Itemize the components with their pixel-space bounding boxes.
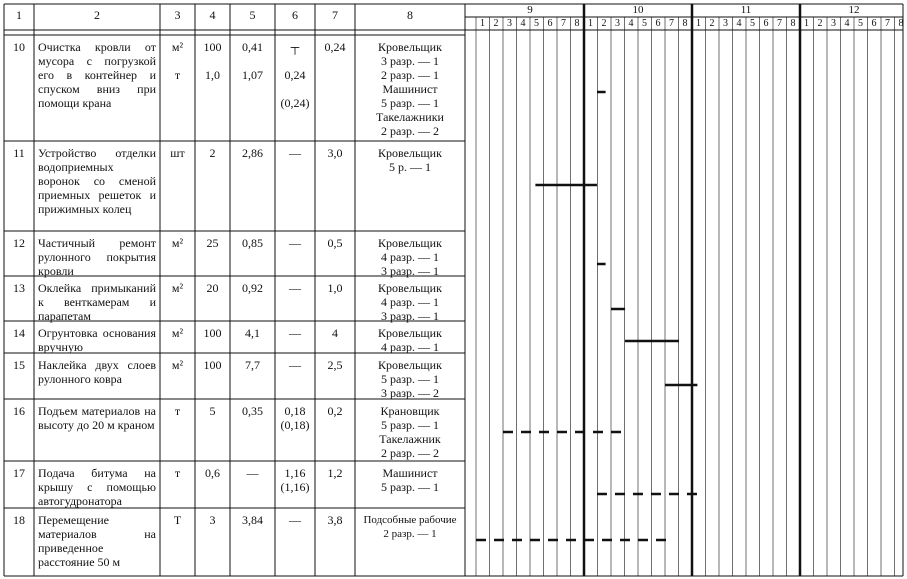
quantity-cell: 2 (209, 146, 216, 160)
work-description: Наклейка двух слоев рулонного ковра (38, 358, 156, 386)
unit-cell: м² (171, 281, 184, 295)
schedule-day-label: 4 (520, 18, 526, 29)
machine-cell: — (289, 281, 301, 295)
unit-cell: м² (171, 236, 184, 250)
row-number: 10 (13, 40, 25, 54)
machine-cell: — (289, 236, 301, 250)
schedule-group-label: 12 (848, 4, 860, 16)
schedule-day-label: 7 (885, 18, 890, 29)
labor-cell: 0,35 (242, 404, 263, 418)
row-number: 16 (13, 404, 25, 418)
schedule-day-label: 8 (898, 18, 904, 29)
schedule-day-label: 8 (574, 18, 580, 29)
quantity-cell: 25 (206, 236, 219, 250)
work-description: Перемещение материалов на приведенное расстояние 50 м (38, 513, 156, 569)
work-description: Частичный ремонт рулонного покрытия кровли (38, 236, 156, 278)
schedule-group-label: 10 (632, 4, 644, 16)
work-description: Огрунтовка основания вручную (38, 326, 156, 354)
work-description: Оклейка примыканий к венткамерам и парапетам (38, 281, 156, 323)
schedule-day-label: 2 (493, 18, 499, 29)
unit-cell: т (174, 466, 181, 480)
unit-cell: м² (171, 326, 184, 340)
row-number: 11 (13, 146, 25, 160)
schedule-day-label: 7 (777, 18, 782, 29)
duration-cell: 0,24 (324, 40, 346, 54)
machine-cell: — (289, 146, 301, 160)
workers-cell: Крановщик 5 разр. — 1 Такелажник 2 разр. — 2 (379, 404, 441, 460)
schedule-day-label: 2 (709, 18, 715, 29)
schedule-group-label: 9 (527, 4, 533, 16)
labor-cell: 4,1 (245, 326, 260, 340)
machine-cell: 1,16 (1,16) (280, 466, 310, 494)
work-description: Очистка кровли от мусора с погрузкой его в контейнер и спуском вниз при помощи крана (38, 40, 156, 110)
row-number: 12 (13, 236, 25, 250)
schedule-day-label: 5 (750, 18, 755, 29)
quantity-cell: 100 (203, 326, 222, 340)
column-header-5: 5 (249, 8, 256, 22)
schedule-day-label: 4 (844, 18, 850, 29)
column-header-1: 1 (16, 8, 22, 22)
schedule-day-label: 5 (858, 18, 863, 29)
labor-cell: — (246, 466, 259, 480)
schedule-day-label: 1 (588, 18, 593, 29)
schedule-day-label: 4 (628, 18, 634, 29)
schedule-day-label: 2 (817, 18, 823, 29)
duration-cell: 1,2 (327, 466, 343, 480)
column-header-6: 6 (292, 8, 298, 22)
labor-cell: 3,84 (242, 513, 263, 527)
schedule-day-label: 3 (723, 18, 728, 29)
schedule-day-label: 7 (561, 18, 566, 29)
column-header-2: 2 (94, 8, 100, 22)
workers-cell: Кровельщик 4 разр. — 1 (378, 326, 442, 354)
labor-cell: 2,86 (242, 146, 263, 160)
quantity-cell: 3 (209, 513, 216, 527)
workers-cell: Кровельщик 4 разр. — 1 3 разр. — 1 (378, 281, 442, 323)
machine-cell: — (289, 326, 301, 340)
quantity-cell: 100 (203, 358, 222, 372)
unit-cell: Т (173, 513, 182, 527)
row-number: 18 (13, 513, 25, 527)
schedule-day-label: 4 (736, 18, 742, 29)
machine-cell: — (289, 513, 301, 527)
workers-cell: Машинист 5 разр. — 1 (380, 466, 440, 494)
workers-cell: Кровельщик 5 р. — 1 (378, 146, 442, 174)
schedule-day-label: 8 (682, 18, 688, 29)
labor-cell: 7,7 (245, 358, 260, 372)
duration-cell: 3,8 (327, 513, 343, 527)
labor-cell: 0,41 1,07 (242, 40, 263, 82)
workers-cell: Кровельщик 5 разр. — 1 3 разр. — 2 (378, 358, 442, 400)
workers-cell: Подсобные рабочие 2 разр. — 1 (363, 514, 457, 540)
unit-cell: м² т (171, 40, 184, 82)
unit-cell: шт (170, 146, 185, 160)
workers-cell: Кровельщик 3 разр. — 1 2 разр. — 1 Машинист 5 разр. — 1 Такелажники 2 разр. — 2 (376, 40, 444, 138)
schedule-day-label: 8 (790, 18, 796, 29)
duration-cell: 4 (332, 326, 338, 340)
quantity-cell: 20 (206, 281, 219, 295)
schedule-day-label: 3 (831, 18, 836, 29)
schedule-day-label: 2 (601, 18, 607, 29)
row-number: 17 (13, 466, 25, 480)
work-description: Подъем материалов на высоту до 20 м краном (38, 404, 156, 432)
machine-cell: ┬ 0,24 (0,24) (280, 40, 310, 110)
column-header-8: 8 (407, 8, 413, 22)
row-number: 14 (13, 326, 25, 340)
schedule-day-label: 5 (534, 18, 539, 29)
workers-cell: Кровельщик 4 разр. — 1 3 разр. — 1 (378, 236, 442, 278)
schedule-day-label: 6 (547, 18, 553, 29)
column-header-3: 3 (174, 8, 181, 22)
duration-cell: 2,5 (327, 358, 343, 372)
labor-cell: 0,85 (242, 236, 263, 250)
column-header-7: 7 (332, 8, 338, 22)
duration-cell: 0,5 (327, 236, 343, 250)
unit-cell: т (174, 404, 181, 418)
row-number: 15 (13, 358, 25, 372)
schedule-day-label: 1 (696, 18, 701, 29)
quantity-cell: 0,6 (205, 466, 220, 480)
schedule-day-label: 1 (480, 18, 485, 29)
quantity-cell: 5 (209, 404, 216, 418)
schedule-day-label: 3 (615, 18, 620, 29)
schedule-group-label: 11 (740, 4, 752, 16)
duration-cell: 0,2 (327, 404, 343, 418)
schedule-day-label: 5 (642, 18, 647, 29)
schedule-day-label: 6 (655, 18, 661, 29)
machine-cell: 0,18 (0,18) (280, 404, 310, 432)
schedule-day-label: 7 (669, 18, 674, 29)
work-description: Подача битума на крышу с помощью автогудронатора (38, 466, 156, 508)
schedule-day-label: 6 (871, 18, 877, 29)
machine-cell: — (289, 358, 301, 372)
labor-cell: 0,92 (242, 281, 263, 295)
work-description: Устройство отделки водоприемных воронок со сменой приемных решеток и прижимных колец (38, 146, 156, 216)
duration-cell: 3,0 (327, 146, 343, 160)
schedule-day-label: 3 (507, 18, 512, 29)
quantity-cell: 100 1,0 (203, 40, 222, 82)
schedule-day-label: 1 (804, 18, 809, 29)
column-header-4: 4 (209, 8, 216, 22)
unit-cell: м² (171, 358, 184, 372)
duration-cell: 1,0 (327, 281, 343, 295)
schedule-day-label: 6 (763, 18, 769, 29)
row-number: 13 (13, 281, 25, 295)
